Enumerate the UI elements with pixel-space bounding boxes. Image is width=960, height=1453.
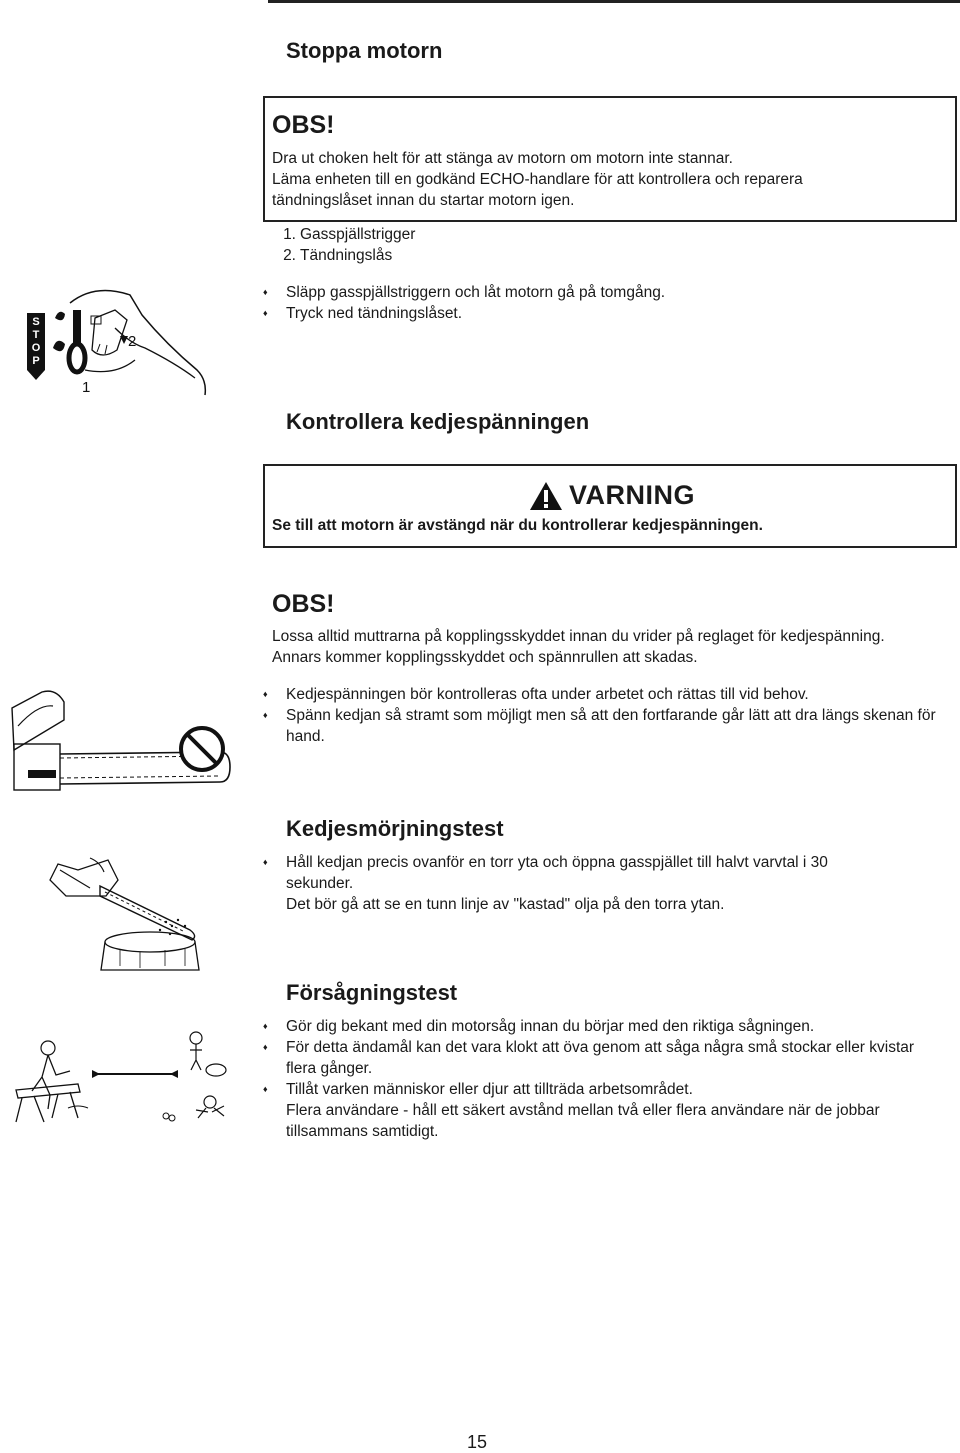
obs-line: Läma enheten till en godkänd ECHO-handlare för att kontrollera och reparera [272, 171, 803, 188]
chain-lubrication-illustration [40, 850, 220, 975]
stop-switch-illustration [25, 288, 210, 398]
bullet-list-tension [263, 684, 960, 747]
stop-letter: O [31, 342, 41, 354]
obs-title: OBS! [272, 111, 335, 139]
obs-text [272, 148, 960, 211]
obs-line: Dra ut choken helt för att stänga av motorn om motorn inte stannar. [272, 150, 733, 167]
list-item: ♦ Tillåt varken människor eller djur att tillträda arbetsområdet. Flera användare - håll ett säkert avstånd mellan två eller flera användare när de jobbar tillsammans samtidigt. [263, 1079, 960, 1142]
numbered-item: 2. Tändningslås [283, 247, 393, 264]
section-title-forsagning: Försågningstest [286, 980, 458, 1005]
chainsaw-tension-illustration [8, 686, 233, 796]
work-area-illustration [8, 1026, 238, 1126]
section-title-kedjespanning: Kontrollera kedjespänningen [286, 409, 590, 434]
list-item: ♦ Spänn kedjan så stramt som möjligt men så att den fortfarande går lätt att dra längs skenan för hand. [263, 705, 960, 747]
section-title-stoppa-motorn: Stoppa motorn [286, 38, 443, 63]
stop-letter: T [32, 329, 40, 341]
page-number: 15 [467, 1432, 488, 1452]
obs-text [272, 626, 960, 668]
bullet-list-lubrication [263, 852, 960, 915]
obs-line: Annars kommer kopplingsskyddet och spännrullen att skadas. [272, 649, 698, 666]
warning-title: VARNING [569, 480, 696, 510]
list-item: ♦ Gör dig bekant med din motorsåg innan du börjar med den riktiga sågningen. [263, 1016, 960, 1037]
warning-triangle-icon [529, 481, 563, 511]
list-item: ♦ Håll kedjan precis ovanför en torr yta och öppna gasspjället till halvt varvtal i 30 sekunder. Det bör gå att se en tunn linje av "kastad" olja på den torra ytan. [263, 852, 960, 915]
callout-2: 2 [128, 333, 137, 350]
top-rule [268, 0, 960, 3]
list-item: ♦ För detta ändamål kan det vara klokt att öva genom att såga några små stockar eller kvistar flera gånger. [263, 1037, 960, 1079]
numbered-item: 1. Gasspjällstrigger [283, 226, 416, 243]
stop-letter: P [32, 355, 40, 367]
callout-1: 1 [82, 379, 91, 396]
list-item: ♦ Kedjespänningen bör kontrolleras ofta under arbetet och rättas till vid behov. [263, 684, 960, 705]
obs-title: OBS! [272, 590, 335, 618]
numbered-list [272, 224, 415, 266]
section-title-kedjesmorjning: Kedjesmörjningstest [286, 816, 504, 841]
obs-line: Lossa alltid muttrarna på kopplingsskyddet innan du vrider på reglaget för kedjespänning. [272, 628, 885, 645]
bullet-list-practice [263, 1016, 960, 1142]
warning-heading [529, 480, 695, 511]
warning-text: Se till att motorn är avstängd när du kontrollerar kedjespänningen. [272, 517, 763, 534]
bullet-list-stop [263, 282, 960, 324]
stop-letter: S [32, 316, 40, 328]
list-item: ♦ Släpp gasspjällstriggern och låt motorn gå på tomgång. [263, 282, 960, 303]
obs-line: tändningslåset innan du startar motorn igen. [272, 192, 575, 209]
list-item: ♦ Tryck ned tändningslåset. [263, 303, 960, 324]
